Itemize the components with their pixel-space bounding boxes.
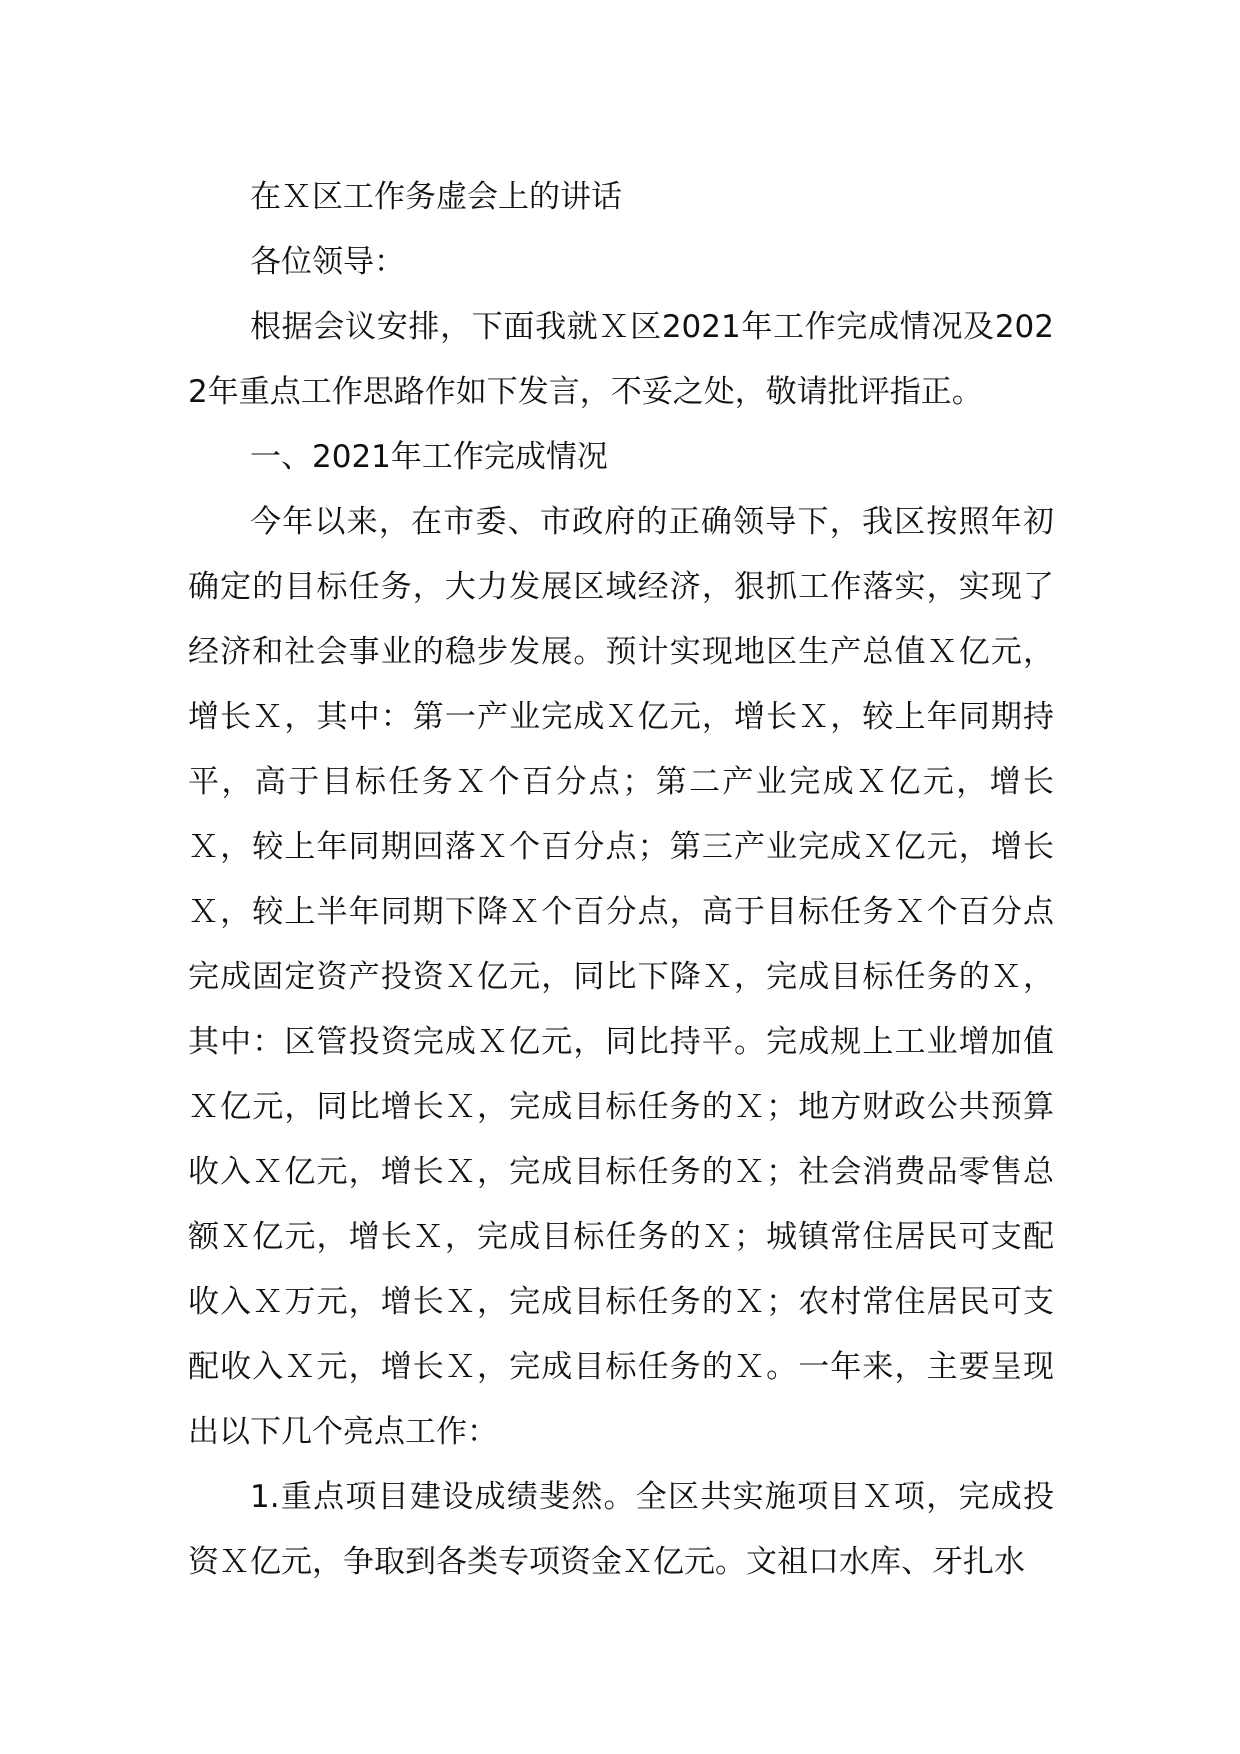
- salutation: 各位领导：: [250, 244, 405, 280]
- section-heading-1: 一、2021年工作完成情况: [250, 439, 608, 475]
- paragraph-intro: 根据会议安排，下面我就Ｘ区2021年工作完成情况及2022年重点工作思路作如下发言，不妥之处，敬请批评指正。: [188, 309, 1054, 410]
- paragraph-overview: 今年以来，在市委、市政府的正确领导下，我区按照年初确定的目标任务，大力发展区域经济，狠抓工作落实，实现了经济和社会事业的稳步发展。预计实现地区生产总值Ｘ亿元，增长Ｘ，其中：第一产业完成Ｘ亿元，增长Ｘ，较上年同期持平，高于目标任务Ｘ个百分点；第二产业完成Ｘ亿元，增长Ｘ，较上年同期回落Ｘ个百分点；第三产业完成Ｘ亿元，增长Ｘ，较上半年同期下降Ｘ个百分点，高于目标任务Ｘ个百分点完成固定资产投资Ｘ亿元，同比下降Ｘ，完成目标任务的Ｘ，其中：区管投资完成Ｘ亿元，同比持平。完成规上工业增加值Ｘ亿元，同比增长Ｘ，完成目标任务的Ｘ；地方财政公共预算收入Ｘ亿元，增长Ｘ，完成目标任务的Ｘ；社会消费品零售总额Ｘ亿元，增长Ｘ，完成目标任务的Ｘ；城镇常住居民可支配收入Ｘ万元，增长Ｘ，完成目标任务的Ｘ；农村常住居民可支配收入Ｘ元，增长Ｘ，完成目标任务的Ｘ。一年来，主要呈现出以下几个亮点工作：: [188, 504, 1054, 1450]
- document-body: [188, 165, 1054, 1595]
- paragraph-highlight-1: 1.重点项目建设成绩斐然。全区共实施项目Ｘ项，完成投资Ｘ亿元，争取到各类专项资金Ｘ亿元。文祖口水库、牙扎水: [188, 1479, 1054, 1580]
- speech-title: 在Ｘ区工作务虚会上的讲话: [250, 179, 622, 215]
